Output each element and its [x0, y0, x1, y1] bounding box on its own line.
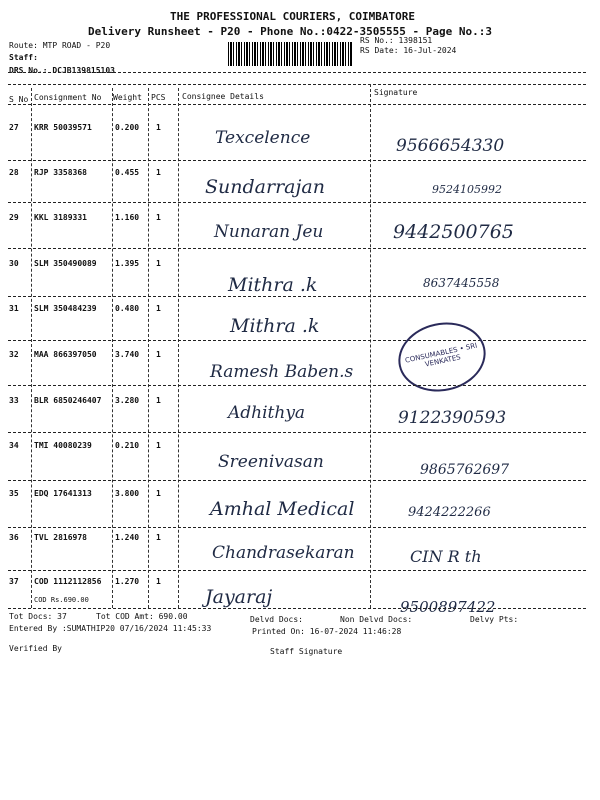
row-weight: 3.740 [115, 350, 140, 359]
barcode-image [228, 42, 353, 66]
header-divider [8, 72, 586, 73]
row-divider [8, 202, 586, 203]
signature-handwriting: 8637445558 [423, 276, 500, 290]
consignee-handwriting: Jayaraj [205, 586, 273, 608]
row-consignment: TMI 40080239 [34, 441, 92, 450]
row-divider [8, 160, 586, 161]
row-consignment: BLR 6850246407 [34, 396, 102, 405]
row-weight: 1.395 [115, 259, 140, 268]
row-sno: 37 [9, 577, 19, 586]
row-weight: 3.280 [115, 396, 140, 405]
col-divider [112, 88, 113, 608]
signature-handwriting: 9500897422 [400, 598, 496, 616]
col-divider [148, 88, 149, 608]
row-pcs: 1 [156, 441, 161, 450]
col-divider [31, 88, 32, 608]
consignee-handwriting: Texcelence [215, 128, 311, 148]
signature-handwriting: CIN R th [410, 547, 482, 566]
rs-number: RS No.: 1398151 [360, 36, 433, 45]
row-weight: 0.455 [115, 168, 140, 177]
col-divider [178, 88, 179, 608]
signature-handwriting: 9865762697 [420, 462, 510, 478]
signature-handwriting: 9122390593 [398, 408, 507, 428]
row-sno: 33 [9, 396, 19, 405]
row-sno: 27 [9, 123, 19, 132]
col-sno: S No [9, 95, 29, 104]
consignee-handwriting: Mithra .k [228, 274, 318, 296]
column-header-divider [8, 104, 586, 105]
staff-label: Staff: [9, 53, 38, 62]
row-sno: 34 [9, 441, 19, 450]
row-divider [8, 570, 586, 571]
rs-date: RS Date: 16-Jul-2024 [360, 46, 457, 55]
col-pcs: PCS [151, 93, 166, 102]
cod-amount-note: COD Rs.690.00 [34, 596, 89, 604]
row-pcs: 1 [156, 577, 161, 586]
row-pcs: 1 [156, 213, 161, 222]
row-pcs: 1 [156, 533, 161, 542]
row-divider [8, 432, 586, 433]
signature-handwriting: 9442500765 [393, 221, 514, 243]
row-consignment: SLM 350484239 [34, 304, 97, 313]
consignee-handwriting: Mithra .k [230, 315, 320, 337]
row-divider [8, 527, 586, 528]
rubber-stamp: CONSUMABLES • SRI VENKATES [392, 315, 492, 400]
delivery-points: Delvy Pts: [470, 615, 519, 624]
row-weight: 1.240 [115, 533, 140, 542]
row-weight: 0.480 [115, 304, 140, 313]
row-pcs: 1 [156, 168, 161, 177]
consignee-handwriting: Adhithya [228, 403, 306, 423]
row-consignment: RJP 3358368 [34, 168, 87, 177]
row-sno: 28 [9, 168, 19, 177]
row-divider [8, 480, 586, 481]
row-consignment: SLM 350490089 [34, 259, 97, 268]
total-docs: Tot Docs: 37 [9, 612, 67, 621]
row-pcs: 1 [156, 123, 161, 132]
row-weight: 3.800 [115, 489, 140, 498]
row-consignment: EDQ 17641313 [34, 489, 92, 498]
col-consignment: Consignment No [34, 93, 102, 102]
signature-handwriting: 9524105992 [432, 183, 502, 196]
col-divider [370, 84, 371, 608]
row-divider [8, 608, 586, 609]
consignee-handwriting: Ramesh Baben.s [210, 362, 354, 382]
row-sno: 36 [9, 533, 19, 542]
non-delivered-docs: Non Delvd Docs: [340, 615, 413, 624]
col-signature: Signature [374, 88, 418, 97]
row-consignment: COD 1112112856 [34, 577, 102, 586]
consignee-handwriting: Chandrasekaran [212, 543, 355, 563]
row-consignment: KRR 50039571 [34, 123, 92, 132]
total-cod-amount: Tot COD Amt: 690.00 [96, 612, 188, 621]
row-divider [8, 385, 586, 386]
row-pcs: 1 [156, 396, 161, 405]
row-weight: 1.160 [115, 213, 140, 222]
col-consignee: Consignee Details [182, 92, 264, 101]
consignee-handwriting: Nunaran Jeu [214, 222, 324, 242]
drs-number: DRS No.: DCJB139815103 [9, 66, 115, 75]
signature-handwriting: 9424222266 [408, 505, 491, 520]
row-divider [8, 340, 586, 341]
row-divider [8, 248, 586, 249]
signature-handwriting: 9566654330 [396, 136, 505, 156]
row-divider [8, 296, 586, 297]
row-weight: 0.210 [115, 441, 140, 450]
row-pcs: 1 [156, 489, 161, 498]
consignee-handwriting: Sreenivasan [218, 452, 324, 472]
col-weight: Weight [113, 93, 142, 102]
row-consignment: KKL 3189331 [34, 213, 87, 222]
printed-on: Printed On: 16-07-2024 11:46:28 [252, 627, 402, 636]
delivered-docs: Delvd Docs: [250, 615, 303, 624]
verified-by: Verified By [9, 644, 62, 653]
row-pcs: 1 [156, 259, 161, 268]
entered-by: Entered By :SUMATHIP20 07/16/2024 11:45:33 [9, 624, 212, 633]
row-pcs: 1 [156, 304, 161, 313]
runsheet-subtitle: Delivery Runsheet - P20 - Phone No.:0422-3505555 - Page No.:3 [88, 25, 492, 38]
row-sno: 29 [9, 213, 19, 222]
company-title: THE PROFESSIONAL COURIERS, COIMBATORE [170, 10, 416, 23]
row-sno: 35 [9, 489, 19, 498]
row-sno: 30 [9, 259, 19, 268]
route-label: Route: MTP ROAD - P20 [9, 41, 111, 50]
consignee-handwriting: Sundarrajan [205, 176, 325, 198]
header-divider-2 [8, 84, 586, 85]
row-sno: 31 [9, 304, 19, 313]
consignee-handwriting: Amhal Medical [210, 498, 355, 520]
row-consignment: MAA 866397050 [34, 350, 97, 359]
row-weight: 1.270 [115, 577, 140, 586]
row-sno: 32 [9, 350, 19, 359]
row-pcs: 1 [156, 350, 161, 359]
row-weight: 0.200 [115, 123, 140, 132]
staff-signature-label: Staff Signature [270, 647, 343, 656]
row-consignment: TVL 2816978 [34, 533, 87, 542]
